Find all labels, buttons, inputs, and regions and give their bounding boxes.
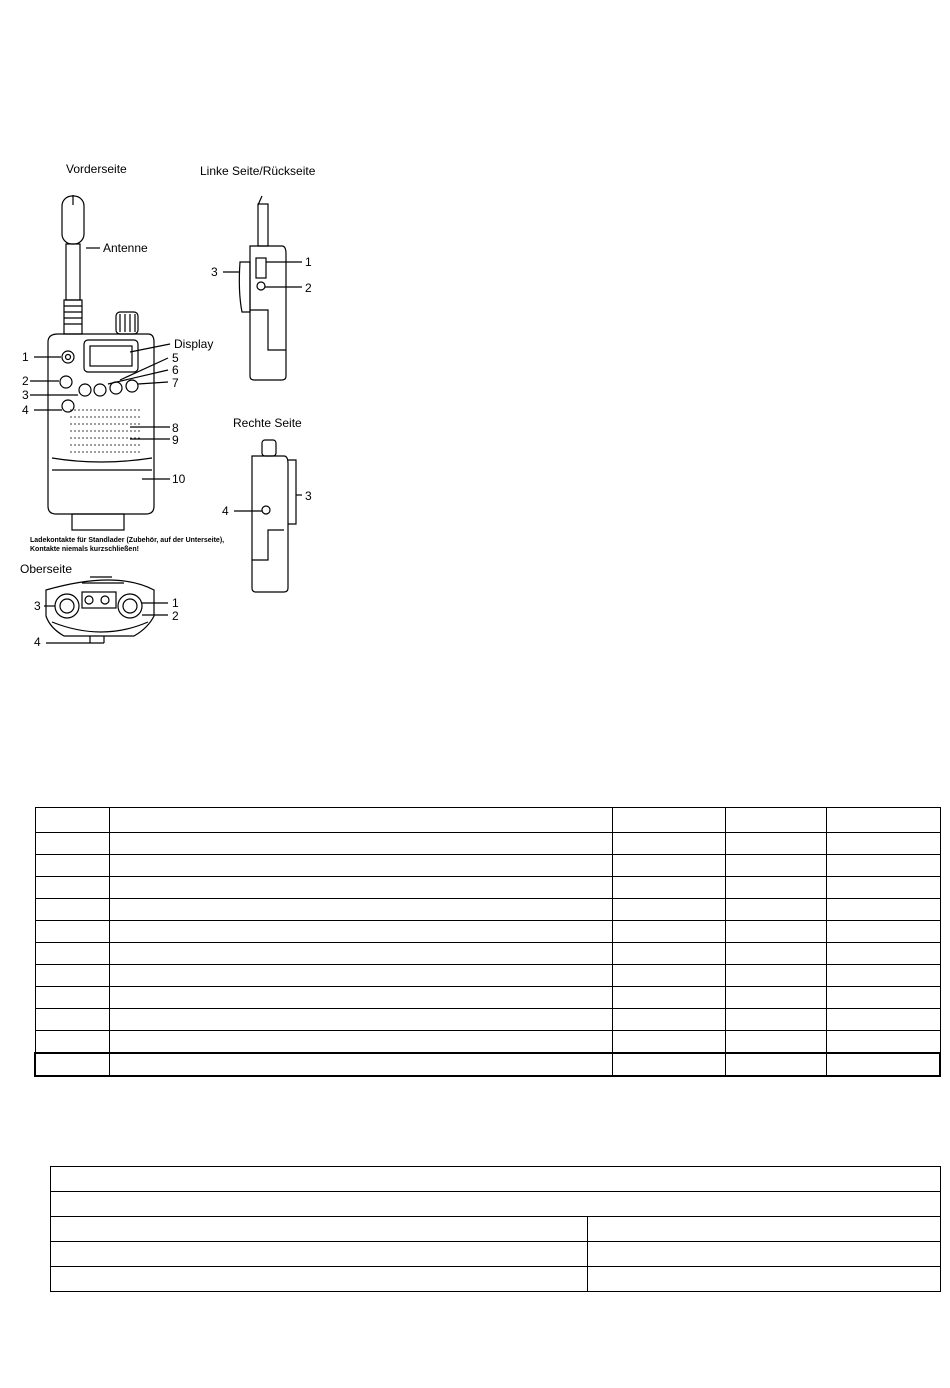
antenna-label: Antenne [103, 241, 148, 255]
parts-table-row [35, 855, 940, 877]
parts-table-row [35, 921, 940, 943]
parts-table-row [35, 987, 940, 1009]
parts-table-cell [826, 833, 940, 855]
summary-cell [51, 1192, 941, 1217]
parts-table-cell [613, 899, 726, 921]
front-callout-10: 10 [172, 472, 186, 486]
left-back-callout-1: 1 [305, 255, 312, 269]
parts-table-cell [35, 877, 110, 899]
parts-table-cell [110, 899, 613, 921]
parts-table-cell [613, 877, 726, 899]
front-view-heading: Vorderseite [66, 162, 127, 176]
parts-table-cell [110, 1031, 613, 1054]
parts-table-cell [826, 921, 940, 943]
parts-table-row [35, 965, 940, 987]
left-back-view-heading: Linke Seite/Rückseite [200, 164, 316, 178]
summary-row [51, 1192, 941, 1217]
parts-table-cell [725, 808, 826, 833]
summary-cell [51, 1167, 941, 1192]
left-back-callout-3: 3 [211, 265, 218, 279]
summary-row [51, 1217, 941, 1242]
top-callout-2: 2 [172, 609, 179, 623]
parts-table-cell [826, 855, 940, 877]
parts-table-cell [725, 1009, 826, 1031]
parts-table-cell [613, 1053, 726, 1076]
parts-table-cell [725, 899, 826, 921]
parts-table-cell [613, 921, 726, 943]
parts-table-cell [110, 943, 613, 965]
top-callout-1: 1 [172, 596, 179, 610]
summary-row [51, 1167, 941, 1192]
summary-cell [51, 1242, 588, 1267]
parts-table-cell [35, 899, 110, 921]
right-callout-3: 3 [305, 489, 312, 503]
summary-cell [51, 1267, 588, 1292]
left-back-callout-2: 2 [305, 281, 312, 295]
top-callout-4: 4 [34, 635, 41, 649]
top-view-drawing [44, 577, 168, 643]
right-callout-4: 4 [222, 504, 229, 518]
parts-table-cell [613, 855, 726, 877]
summary-cell [588, 1217, 941, 1242]
parts-table-cell [725, 877, 826, 899]
parts-table-cell [110, 855, 613, 877]
parts-table-row [35, 943, 940, 965]
display-label: Display [174, 337, 214, 351]
summary-row [51, 1242, 941, 1267]
parts-table-cell [826, 1031, 940, 1054]
parts-table-cell [110, 1053, 613, 1076]
parts-table-row [35, 833, 940, 855]
parts-table-cell [725, 921, 826, 943]
parts-table-cell [725, 1031, 826, 1054]
parts-table-cell [35, 1009, 110, 1031]
parts-table-cell [110, 808, 613, 833]
front-callout-3: 3 [22, 388, 29, 402]
parts-table-cell [613, 833, 726, 855]
parts-table-row [35, 1009, 940, 1031]
parts-table-cell [35, 921, 110, 943]
front-callout-2: 2 [22, 374, 29, 388]
front-callout-7: 7 [172, 376, 179, 390]
parts-table-cell [613, 1009, 726, 1031]
parts-table-cell [613, 987, 726, 1009]
parts-table-cell [110, 921, 613, 943]
parts-table-cell [35, 855, 110, 877]
parts-table-cell [35, 1053, 110, 1076]
summary-cell [51, 1217, 588, 1242]
parts-table-cell [35, 808, 110, 833]
parts-table-row [35, 1053, 940, 1076]
parts-table-cell [826, 899, 940, 921]
parts-table-row [35, 899, 940, 921]
parts-table-cell [35, 965, 110, 987]
parts-table-cell [35, 987, 110, 1009]
front-callout-6: 6 [172, 363, 179, 377]
parts-table-cell [613, 943, 726, 965]
parts-table-cell [826, 1009, 940, 1031]
parts-table-cell [613, 1031, 726, 1054]
right-view-drawing [234, 440, 302, 592]
right-view-heading: Rechte Seite [233, 416, 302, 430]
charging-contacts-note: Ladekontakte für Standlader (Zubehör, auf der Unterseite), Kontakte niemals kurzschließen! [30, 537, 225, 553]
parts-table-cell [35, 833, 110, 855]
parts-table-row [35, 1031, 940, 1054]
parts-table-cell [826, 808, 940, 833]
parts-table-cell [826, 1053, 940, 1076]
summary-cell [588, 1267, 941, 1292]
parts-table-cell [35, 1031, 110, 1054]
parts-table-cell [725, 965, 826, 987]
summary-row [51, 1267, 941, 1292]
front-view-drawing [30, 195, 170, 530]
parts-table-cell [725, 833, 826, 855]
summary-cell [588, 1242, 941, 1267]
parts-table-cell [613, 965, 726, 987]
parts-table-cell [725, 943, 826, 965]
parts-table-cell [110, 987, 613, 1009]
front-callout-1: 1 [22, 350, 29, 364]
parts-table-cell [725, 987, 826, 1009]
parts-table-row [35, 877, 940, 899]
parts-table-cell [110, 877, 613, 899]
parts-table-cell [110, 833, 613, 855]
summary-table [50, 1166, 941, 1292]
parts-table-row [35, 808, 940, 833]
parts-table-cell [826, 943, 940, 965]
front-callout-8: 8 [172, 421, 179, 435]
parts-table [34, 807, 941, 1077]
parts-table-cell [725, 1053, 826, 1076]
parts-table-cell [110, 1009, 613, 1031]
parts-table-cell [35, 943, 110, 965]
parts-table-cell [826, 877, 940, 899]
parts-table-cell [826, 965, 940, 987]
parts-table-cell [613, 808, 726, 833]
front-callout-5: 5 [172, 351, 179, 365]
parts-table-cell [826, 987, 940, 1009]
front-callout-9: 9 [172, 433, 179, 447]
parts-table-cell [725, 855, 826, 877]
top-view-heading: Oberseite [20, 562, 73, 576]
front-callout-4: 4 [22, 403, 29, 417]
top-callout-3: 3 [34, 599, 41, 613]
parts-table-cell [110, 965, 613, 987]
left-back-view-drawing [223, 196, 302, 380]
